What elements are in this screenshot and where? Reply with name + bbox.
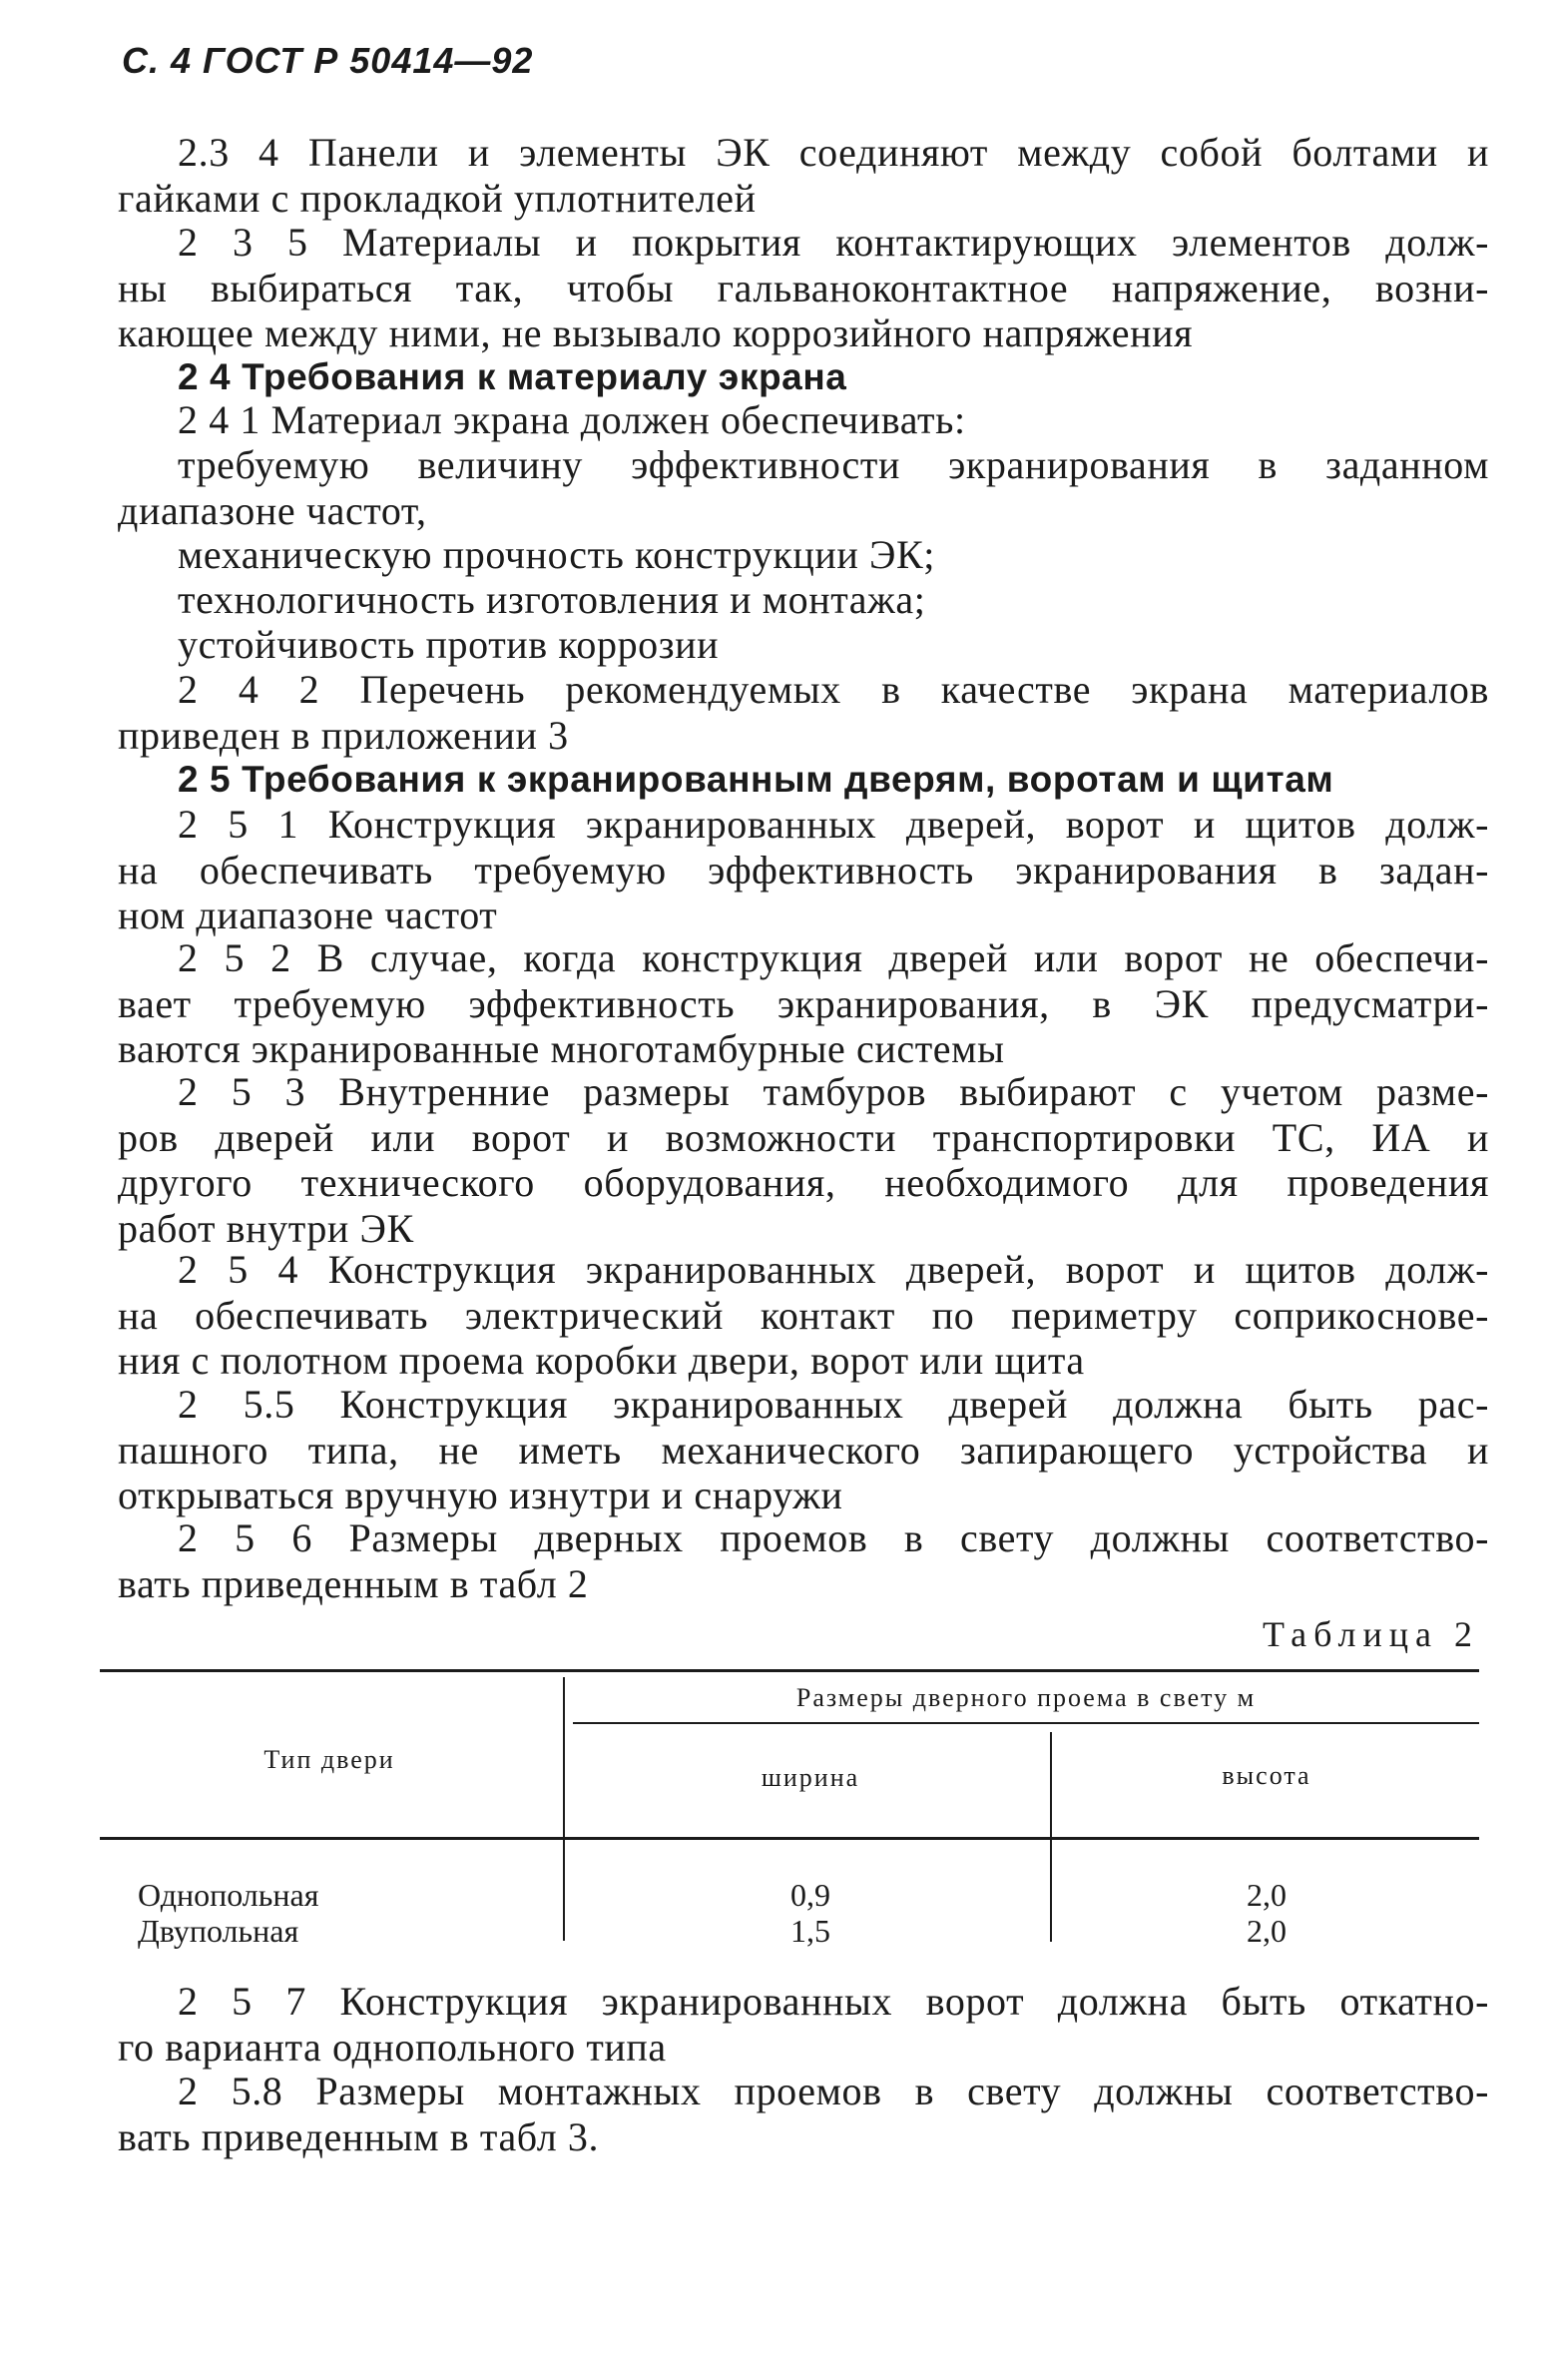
paragraph-2-5-5: [118, 1382, 1489, 1518]
paragraph-2-5-4: [118, 1247, 1489, 1384]
paragraph-2-4-1: [118, 397, 1489, 443]
text-line: 2 5.5 Конструкция экранированных дверей должна быть рас-: [178, 1382, 1489, 1427]
text-line: гайками с прокладкой уплотнителей: [118, 175, 757, 221]
text-line: механическую прочность конструкции ЭК;: [178, 532, 935, 577]
table-header-rule: [100, 1837, 1479, 1840]
text-line: вает требуемую эффективность экранирования, в ЭК предусматри-: [118, 980, 1489, 1026]
text-line: открываться вручную изнутри и снаружи: [118, 1473, 843, 1517]
section-heading: 2 4 Требования к материалу экрана: [178, 356, 847, 397]
table-top-rule: [100, 1669, 1479, 1672]
requirement-4: [118, 622, 1489, 668]
text-line: приведен в приложении 3: [118, 712, 569, 758]
paragraph-2-5-6: [118, 1515, 1489, 1606]
table-caption: Таблица 2: [1263, 1614, 1479, 1654]
text-line: 2 4 1 Материал экрана должен обеспечивать:: [178, 397, 966, 442]
text-line: 2 5 4 Конструкция экранированных дверей, ворот и щитов долж-: [178, 1247, 1489, 1292]
text-line: работ внутри ЭК: [118, 1205, 414, 1251]
text-line: 2 5.8 Размеры монтажных проемов в свету должны соответство-: [178, 2069, 1489, 2113]
paragraph-2-5-1: [118, 802, 1489, 938]
text-line: вать приведенным в табл 3.: [118, 2113, 600, 2159]
text-line: технологичность изготовления и монтажа;: [178, 577, 926, 622]
table-vertical-rule: [1050, 1732, 1052, 1942]
row-type: Двупольная: [138, 1913, 299, 1949]
text-line: ном диапазоне частот: [118, 892, 498, 937]
text-line: го варианта однопольного типа: [118, 2024, 667, 2070]
row-height: 2,0: [1247, 1913, 1287, 1949]
paragraph-2-5-7: [118, 1979, 1489, 2070]
row-height: 2,0: [1247, 1877, 1287, 1913]
text-line: ны выбираться так, чтобы гальваноконтактное напряжение, возни-: [118, 265, 1489, 310]
paragraph-2-3-4: [118, 130, 1489, 221]
requirement-1: [118, 442, 1489, 533]
text-line: 2 5 6 Размеры дверных проемов в свету должны соответство-: [178, 1515, 1489, 1560]
text-line: диапазоне частот,: [118, 487, 427, 533]
text-line: ров дверей или ворот и возможности транспортировки ТС, ИА и: [118, 1114, 1489, 1160]
requirement-2: [118, 532, 1489, 578]
paragraph-2-5-8: [118, 2069, 1489, 2159]
table-group-rule: [573, 1722, 1479, 1724]
text-line: 2 5 3 Внутренние размеры тамбуров выбирают с учетом разме-: [178, 1069, 1489, 1114]
row-type: Однопольная: [138, 1877, 319, 1913]
row-width: 1,5: [790, 1913, 830, 1949]
text-line: 2 3 5 Материалы и покрытия контактирующих элементов долж-: [178, 220, 1489, 265]
text-line: на обеспечивать требуемую эффективность экранирования в задан-: [118, 847, 1489, 892]
text-line: устойчивость против коррозии: [178, 622, 720, 667]
section-heading: 2 5 Требования к экранированным дверям, воротам и щитам: [178, 759, 1334, 800]
section-heading-2-5: [118, 757, 1489, 803]
text-line: вать приведенным в табл 2: [118, 1560, 589, 1606]
text-line: кающее между ними, не вызывало коррозийного напряжения: [118, 310, 1194, 355]
text-line: пашного типа, не иметь механического запирающего устройства и: [118, 1427, 1489, 1473]
section-heading-2-4: [118, 354, 1489, 400]
paragraph-2-3-5: [118, 220, 1489, 356]
text-line: ваются экранированные многотамбурные системы: [118, 1026, 1005, 1071]
column-header-type: Тип двери: [263, 1745, 395, 1774]
text-line: 2 4 2 Перечень рекомендуемых в качестве экрана материалов: [178, 667, 1489, 712]
column-header-width: ширина: [761, 1763, 860, 1792]
text-line: 2 5 7 Конструкция экранированных ворот должна быть откатно-: [178, 1979, 1489, 2024]
column-group-header: Размеры дверного проема в свету м: [795, 1683, 1257, 1712]
paragraph-2-4-2: [118, 667, 1489, 758]
text-line: требуемую величину эффективности экранирования в заданном: [178, 442, 1489, 487]
table-vertical-rule: [563, 1677, 565, 1941]
paragraph-2-5-3: [118, 1069, 1489, 1251]
text-line: 2 5 1 Конструкция экранированных дверей, ворот и щитов долж-: [178, 802, 1489, 847]
text-line: ния с полотном проема коробки двери, ворот или щита: [118, 1338, 1085, 1383]
row-width: 0,9: [790, 1877, 830, 1913]
text-line: другого технического оборудования, необходимого для проведения: [118, 1160, 1489, 1205]
page-header: С. 4 ГОСТ Р 50414—92: [122, 40, 534, 81]
column-header-height: высота: [1222, 1761, 1311, 1790]
text-line: 2 5 2 В случае, когда конструкция дверей или ворот не обеспечи-: [178, 935, 1489, 980]
text-line: на обеспечивать электрический контакт по периметру соприкоснове-: [118, 1292, 1489, 1338]
requirement-3: [118, 577, 1489, 623]
text-line: 2.3 4 Панели и элементы ЭК соединяют между собой болтами и: [178, 130, 1489, 175]
paragraph-2-5-2: [118, 935, 1489, 1072]
